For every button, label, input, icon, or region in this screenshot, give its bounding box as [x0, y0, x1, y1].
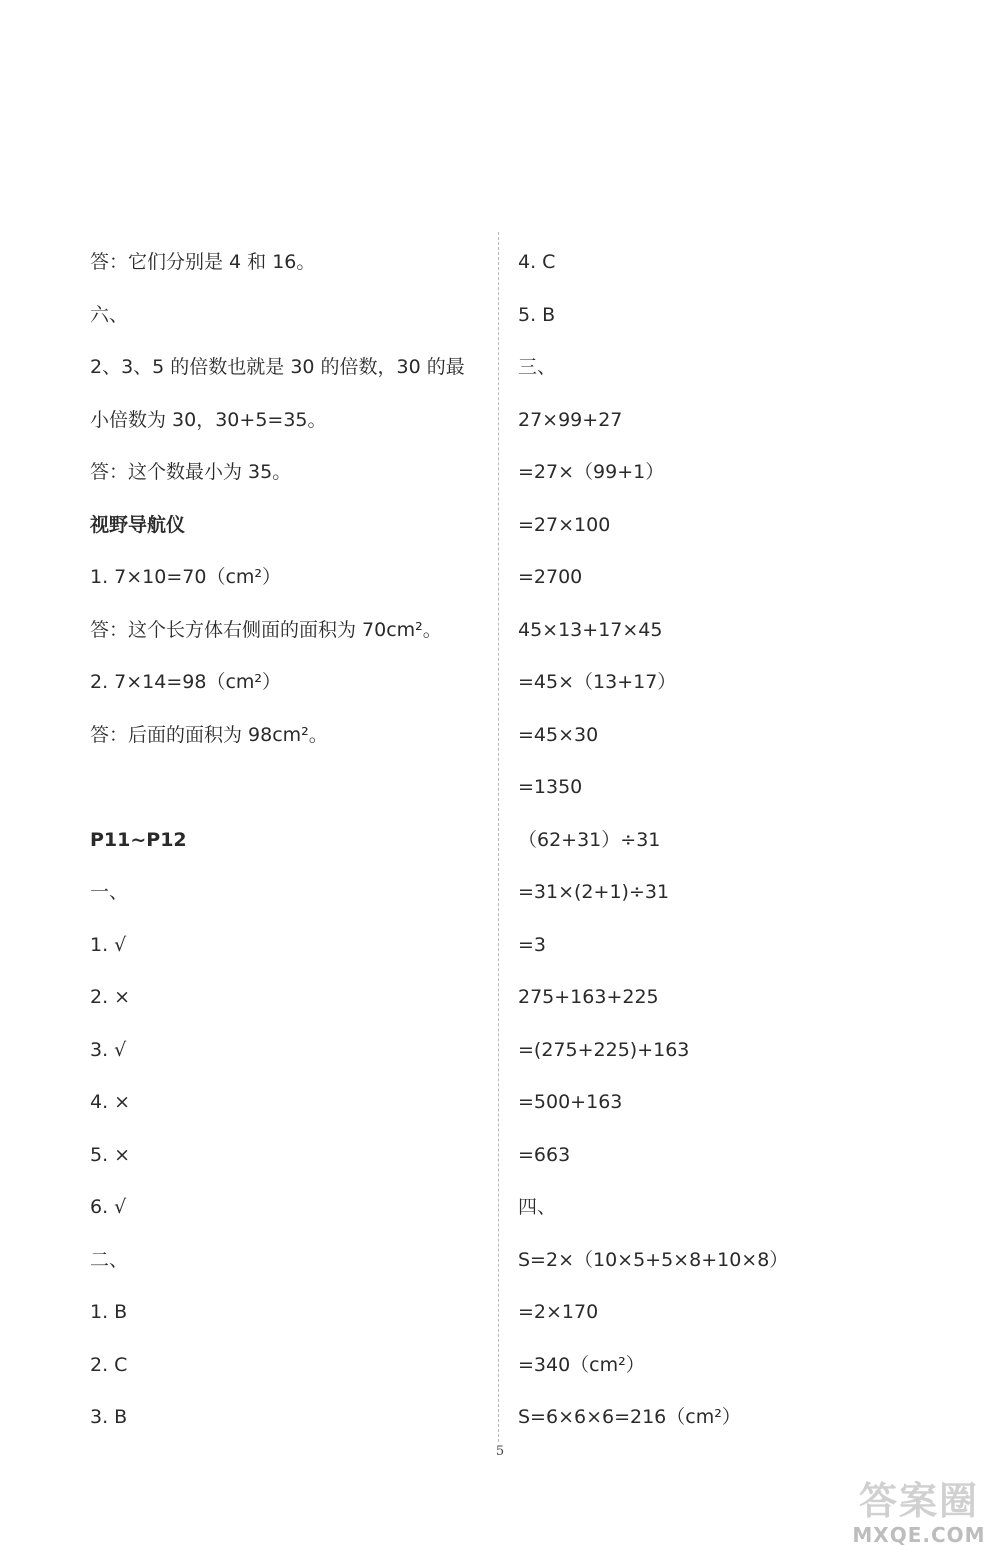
calculation-line: S=6×6×6=216（cm²） — [518, 1406, 741, 1428]
answer-line: 1. 7×10=70（cm²） — [90, 566, 282, 588]
answer-line: 答：后面的面积为 98cm²。 — [90, 723, 328, 746]
answer-line: 小倍数为 30，30+5=35。 — [90, 408, 327, 431]
section-heading: 二、 — [90, 1248, 129, 1271]
calculation-line: =2700 — [518, 566, 583, 588]
page-number: 5 — [495, 1444, 505, 1459]
watermark-domain: MXQE.COM — [852, 1523, 986, 1547]
calculation-line: =3 — [518, 933, 547, 956]
section-title: 视野导航仪 — [90, 513, 186, 536]
answer-line: 答：这个长方体右侧面的面积为 70cm²。 — [90, 618, 442, 641]
answer-line: 4. C — [518, 251, 556, 273]
right-column — [518, 236, 958, 1444]
answer-line: 4. × — [90, 1091, 131, 1113]
calculation-line: =500+163 — [518, 1091, 623, 1113]
calculation-line: =(275+225)+163 — [518, 1038, 690, 1061]
page-range-title: P11~P12 — [90, 828, 187, 851]
section-heading: 四、 — [518, 1196, 557, 1218]
watermark-text: 答案圈 — [858, 1479, 979, 1523]
answer-line: 3. √ — [90, 1038, 127, 1061]
answer-line: 2. 7×14=98（cm²） — [90, 671, 282, 693]
answer-line: 3. B — [90, 1406, 128, 1428]
calculation-line: （62+31）÷31 — [518, 828, 661, 851]
answer-line: 2、3、5 的倍数也就是 30 的倍数，30 的最 — [90, 356, 465, 378]
calculation-line: 275+163+225 — [518, 986, 659, 1008]
section-heading: 六、 — [90, 303, 129, 326]
calculation-line: =663 — [518, 1143, 571, 1166]
answer-line: 答：它们分别是 4 和 16。 — [90, 251, 316, 273]
calculation-line: =1350 — [518, 776, 583, 798]
blank-spacer — [90, 761, 490, 814]
calculation-line: =45×30 — [518, 723, 599, 746]
section-heading: 一、 — [90, 881, 129, 903]
answer-line: 2. × — [90, 986, 131, 1008]
answer-line: 5. B — [518, 303, 556, 326]
answer-line: 5. × — [90, 1143, 131, 1166]
calculation-line: =27×100 — [518, 513, 611, 536]
calculation-line: 27×99+27 — [518, 408, 623, 431]
answer-line: 1. √ — [90, 933, 127, 956]
calculation-line: =45×（13+17） — [518, 671, 677, 693]
answer-line: 6. √ — [90, 1196, 127, 1218]
calculation-line: =2×170 — [518, 1301, 599, 1323]
watermark-logo — [844, 1479, 994, 1553]
calculation-line: =31×(2+1)÷31 — [518, 881, 670, 903]
calculation-line: 45×13+17×45 — [518, 618, 663, 641]
left-column — [90, 236, 490, 1444]
answer-line: 1. B — [90, 1301, 128, 1323]
calculation-line: =340（cm²） — [518, 1353, 645, 1376]
answer-line: 2. C — [90, 1353, 128, 1376]
calculation-line: S=2×（10×5+5×8+10×8） — [518, 1248, 789, 1271]
calculation-line: =27×（99+1） — [518, 461, 665, 483]
answer-line: 答：这个数最小为 35。 — [90, 461, 292, 483]
column-divider — [498, 232, 499, 1442]
section-heading: 三、 — [518, 356, 557, 378]
